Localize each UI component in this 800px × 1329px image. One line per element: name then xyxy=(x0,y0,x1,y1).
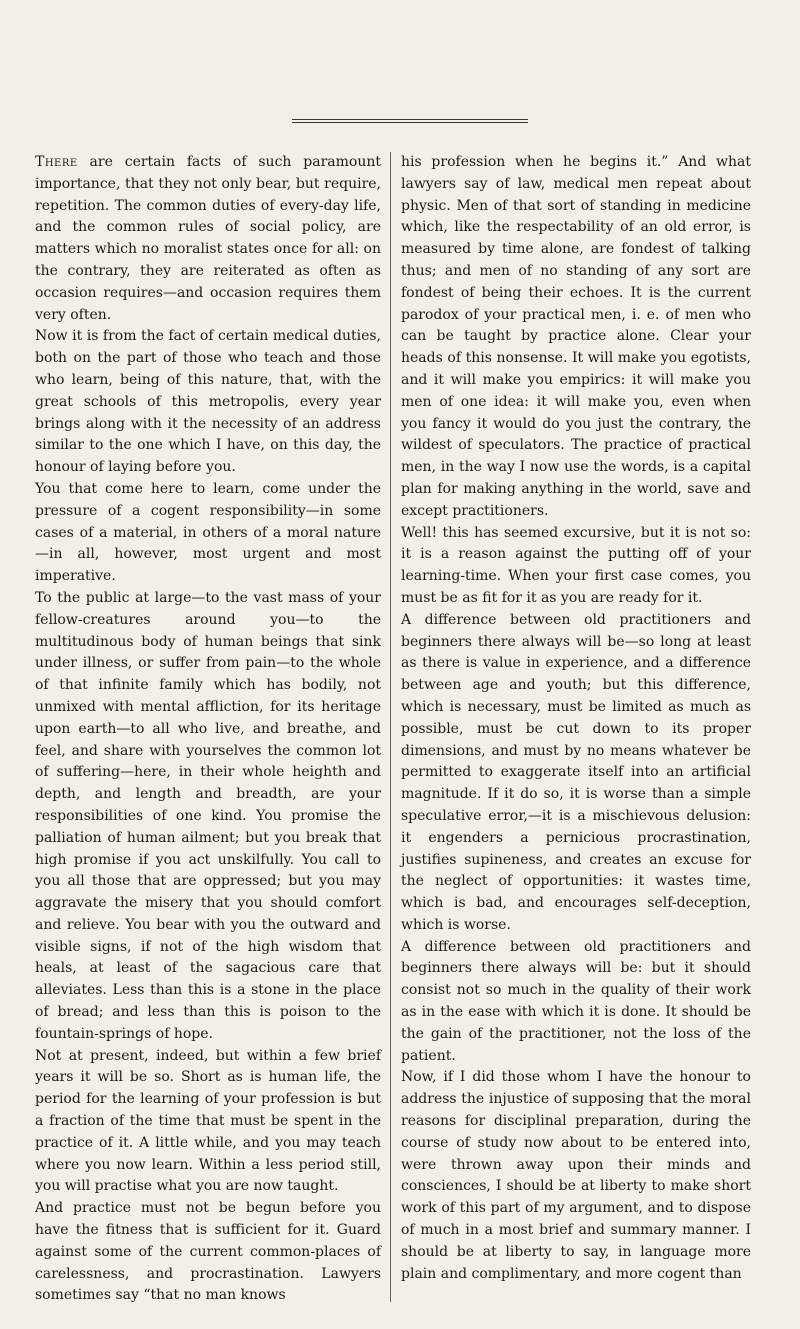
paragraph: Now it is from the fact of certain medical duties, both on the part of those who teach and those who learn, being of this nature, that, with the great schools of this metropolis, every year brings along with it the necessity of an address similar to the one which I have, on this day, the honour of laying before you. xyxy=(35,328,381,476)
paragraph: his profession when he begins it.” And what lawyers say of law, medical men repeat about physic. Men of that sort of standing in medicine which, like the respectability of an old error, is measured by time alone, are fondest of talking thus; and men of no standing of any sort are fondest of being their echoes. It is the current parodox of your practical men, i. e. of men who can be taught by practice alone. Clear your heads of this nonsense. It will make you egotists, and it will make you empirics: it will make you men of one idea: it will make you, even when you fancy it would do you just the contrary, the wildest of speculators. The practice of practical men, in the way I now use the words, is a capital plan for making anything in the world, save and except practitioners. xyxy=(401,154,751,519)
paragraph: Not at present, indeed, but within a few brief years it will be so. Short as is human life, the period for the learning of your profession is but a fraction of the time that must be spent in the practice of it. A little while, and you may teach where you now learn. Within a less period still, you will practise what you are now taught. xyxy=(35,1047,381,1195)
paragraph: And practice must not be begun before you have the fitness that is sufficient for it. Guard against some of the current common-places of carelessness, and procrastination. Lawyers sometimes say “that no man knows xyxy=(35,1200,381,1304)
paragraph: A difference between old practitioners and beginners there always will be—so long at least as there is value in experience, and a difference between age and youth; but this difference, which is necessary, must be limited as much as possible, must be cut down to its proper dimensions, and must by no means whatever be permitted to exaggerate itself into an artificial magnitude. If it do so, it is worse than a simple speculative error,—it is a mischievous delusion: it engenders a pernicious procrastination, justifies supineness, and creates an excuse for the neglect of opportunities: it wastes time, which is bad, and encourages self-deception, which is worse. xyxy=(401,611,751,933)
left-column xyxy=(35,152,381,1307)
paragraph: A difference between old practitioners and beginners there always will be: but it should consist not so much in the quality of their work as in the ease with which it is done. It should be the gain of the practitioner, not the loss of the patient. xyxy=(401,938,751,1064)
header-rule xyxy=(292,119,528,123)
paragraph: You that come here to learn, come under the pressure of a cogent responsibility—in some cases of a material, in others of a moral nature—in all, however, most urgent and most imperative. xyxy=(35,480,381,585)
right-column xyxy=(401,152,751,1285)
paragraph-text: are certain facts of such paramount importance, that they not only bear, but require, repetition. The common duties of every-day life, and the common rules of social policy, are matters which no moralist states once for all: on the contrary, they are reiterated as often as occasion requires—and occasion requires them very often. xyxy=(35,154,381,323)
paragraph xyxy=(35,152,381,326)
opening-word: There xyxy=(35,154,78,170)
paragraph: Well! this has seemed excursive, but it is not so: it is a reason against the putting off of your learning-time. When your first case comes, you must be as fit for it as you are ready for it. xyxy=(401,524,751,606)
paragraph: Now, if I did those whom I have the honour to address the injustice of supposing that the moral reasons for disciplinal preparation, during the course of study now about to be entered into, were thrown away upon their minds and consciences, I should be at liberty to make short work of this part of my argument, and to dispose of much in a most brief and summary manner. I should be at liberty to say, in language more plain and complimentary, and more cogent than xyxy=(401,1069,751,1282)
paragraph: To the public at large—to the vast mass of your fellow-creatures around you—to the multitudinous body of human beings that sink under illness, or suffer from pain—to the whole of that infinite family which has bodily, not unmixed with mental affliction, for its heritage upon earth—to all who live, and breathe, and feel, and share with yourselves the common lot of suffering—here, in their whole heighth and depth, and length and breadth, are your responsibilities of one kind. You promise the palliation of human ailment; but you break that high promise if you act unskilfully. You call to you all those that are oppressed; but you may aggravate the misery that you should comfort and relieve. You bear with you the outward and visible signs, if not of the high wisdom that heals, at least of the sagacious care that alleviates. Less than this is a stone in the place of bread; and less than this is poison to the fountain-springs of hope. xyxy=(35,589,381,1042)
column-divider xyxy=(390,152,391,1302)
